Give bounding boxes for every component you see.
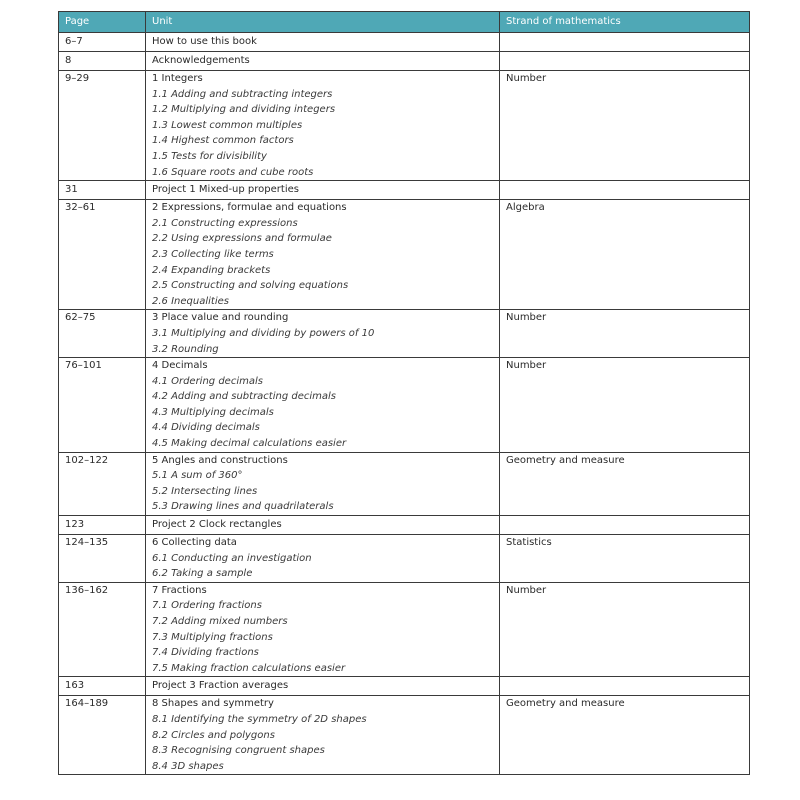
subsection-item: 1.1 Adding and subtracting integers xyxy=(152,88,333,100)
subsection-item: 2.3 Collecting like terms xyxy=(152,248,274,260)
subsection-item: 5.2 Intersecting lines xyxy=(152,485,258,497)
subsection-item: 1.6 Square roots and cube roots xyxy=(152,166,314,178)
strand-cell xyxy=(500,33,750,52)
strand-cell: Number xyxy=(500,358,750,453)
table-row xyxy=(59,71,750,181)
strand-cell: Number xyxy=(500,582,750,677)
page-range: 102–122 xyxy=(59,452,146,515)
strand-cell: Statistics xyxy=(500,535,750,583)
subsection-item: 2.5 Constructing and solving equations xyxy=(152,280,349,292)
subsection-list xyxy=(152,712,495,774)
strand-cell: Geometry and measure xyxy=(500,696,750,775)
subsection-item: 2.4 Expanding brackets xyxy=(152,264,271,276)
subsection-item: 7.5 Making fraction calculations easier xyxy=(152,662,346,674)
subsection-item: 5.1 A sum of 360° xyxy=(152,470,243,482)
header-row xyxy=(59,12,750,33)
page-range: 136–162 xyxy=(59,582,146,677)
table-body xyxy=(59,33,750,775)
subsection-item: 8.4 3D shapes xyxy=(152,760,224,772)
unit-cell xyxy=(146,358,500,453)
unit-cell xyxy=(146,452,500,515)
unit-cell xyxy=(146,582,500,677)
unit-title: Acknowledgements xyxy=(152,55,250,66)
subsection-item: 7.1 Ordering fractions xyxy=(152,600,262,612)
unit-title: 6 Collecting data xyxy=(152,537,237,549)
subsection-list xyxy=(152,468,495,515)
subsection-item: 5.3 Drawing lines and quadrilaterals xyxy=(152,501,334,513)
subsection-item: 8.2 Circles and polygons xyxy=(152,729,275,741)
unit-cell xyxy=(146,310,500,358)
unit-title: 5 Angles and constructions xyxy=(152,454,288,466)
unit-title: 8 Shapes and symmetry xyxy=(152,698,274,710)
strand-cell xyxy=(500,516,750,535)
unit-title: 1 Integers xyxy=(152,73,203,84)
subsection-item: 4.4 Dividing decimals xyxy=(152,422,260,434)
header-page: Page xyxy=(59,12,146,33)
subsection-item: 8.3 Recognising congruent shapes xyxy=(152,745,325,757)
strand-cell: Algebra xyxy=(500,200,750,310)
subsection-item: 1.4 Highest common factors xyxy=(152,135,294,147)
table-row xyxy=(59,52,750,71)
subsection-item: 1.2 Multiplying and dividing integers xyxy=(152,104,336,116)
subsection-list xyxy=(152,87,495,181)
subsection-item: 1.5 Tests for divisibility xyxy=(152,150,267,162)
unit-cell xyxy=(146,516,500,535)
page-range: 31 xyxy=(59,181,146,200)
subsection-item: 2.2 Using expressions and formulae xyxy=(152,233,332,245)
page-range: 6–7 xyxy=(59,33,146,52)
page-range: 123 xyxy=(59,516,146,535)
subsection-list xyxy=(152,216,495,310)
subsection-list xyxy=(152,326,495,357)
unit-cell xyxy=(146,52,500,71)
subsection-item: 7.4 Dividing fractions xyxy=(152,647,259,659)
contents-table xyxy=(58,11,750,775)
table-row xyxy=(59,452,750,515)
page-range: 9–29 xyxy=(59,71,146,181)
strand-cell: Number xyxy=(500,71,750,181)
project-title: Project 1 Mixed-up properties xyxy=(152,184,299,196)
table-row xyxy=(59,358,750,453)
subsection-item: 6.2 Taking a sample xyxy=(152,568,253,580)
unit-cell xyxy=(146,33,500,52)
subsection-item: 2.6 Inequalities xyxy=(152,295,229,307)
strand-cell xyxy=(500,52,750,71)
unit-title: 2 Expressions, formulae and equations xyxy=(152,202,347,214)
page-range: 76–101 xyxy=(59,358,146,453)
subsection-list xyxy=(152,598,495,676)
page-range: 163 xyxy=(59,677,146,696)
subsection-item: 6.1 Conducting an investigation xyxy=(152,552,312,564)
table-row xyxy=(59,200,750,310)
subsection-list xyxy=(152,551,495,582)
table-row xyxy=(59,33,750,52)
unit-title: How to use this book xyxy=(152,36,257,47)
project-title: Project 2 Clock rectangles xyxy=(152,519,282,531)
strand-cell: Number xyxy=(500,310,750,358)
subsection-item: 4.3 Multiplying decimals xyxy=(152,406,274,418)
unit-cell xyxy=(146,71,500,181)
table-row xyxy=(59,535,750,583)
table-row xyxy=(59,582,750,677)
project-row xyxy=(59,677,750,696)
unit-cell xyxy=(146,181,500,200)
subsection-item: 1.3 Lowest common multiples xyxy=(152,119,303,131)
unit-cell xyxy=(146,677,500,696)
subsection-item: 4.5 Making decimal calculations easier xyxy=(152,438,347,450)
project-row xyxy=(59,516,750,535)
subsection-item: 4.2 Adding and subtracting decimals xyxy=(152,391,337,403)
page-range: 8 xyxy=(59,52,146,71)
page-range: 124–135 xyxy=(59,535,146,583)
unit-title: 7 Fractions xyxy=(152,584,207,596)
subsection-item: 3.1 Multiplying and dividing by powers of 10 xyxy=(152,327,375,339)
strand-cell xyxy=(500,677,750,696)
unit-title: 3 Place value and rounding xyxy=(152,312,289,324)
unit-cell xyxy=(146,696,500,775)
subsection-item: 3.2 Rounding xyxy=(152,343,219,355)
project-row xyxy=(59,181,750,200)
unit-cell xyxy=(146,200,500,310)
subsection-item: 4.1 Ordering decimals xyxy=(152,375,263,387)
page-range: 62–75 xyxy=(59,310,146,358)
subsection-item: 8.1 Identifying the symmetry of 2D shapes xyxy=(152,713,367,725)
subsection-item: 2.1 Constructing expressions xyxy=(152,217,298,229)
table-row xyxy=(59,310,750,358)
strand-cell xyxy=(500,181,750,200)
unit-title: 4 Decimals xyxy=(152,360,208,372)
page-range: 32–61 xyxy=(59,200,146,310)
strand-cell: Geometry and measure xyxy=(500,452,750,515)
page-range: 164–189 xyxy=(59,696,146,775)
subsection-item: 7.2 Adding mixed numbers xyxy=(152,616,288,627)
unit-cell xyxy=(146,535,500,583)
table-header xyxy=(59,12,750,33)
project-title: Project 3 Fraction averages xyxy=(152,680,289,692)
table-row xyxy=(59,696,750,775)
header-unit: Unit xyxy=(146,12,500,33)
subsection-list xyxy=(152,374,495,452)
header-strand: Strand of mathematics xyxy=(500,12,750,33)
subsection-item: 7.3 Multiplying fractions xyxy=(152,631,273,643)
